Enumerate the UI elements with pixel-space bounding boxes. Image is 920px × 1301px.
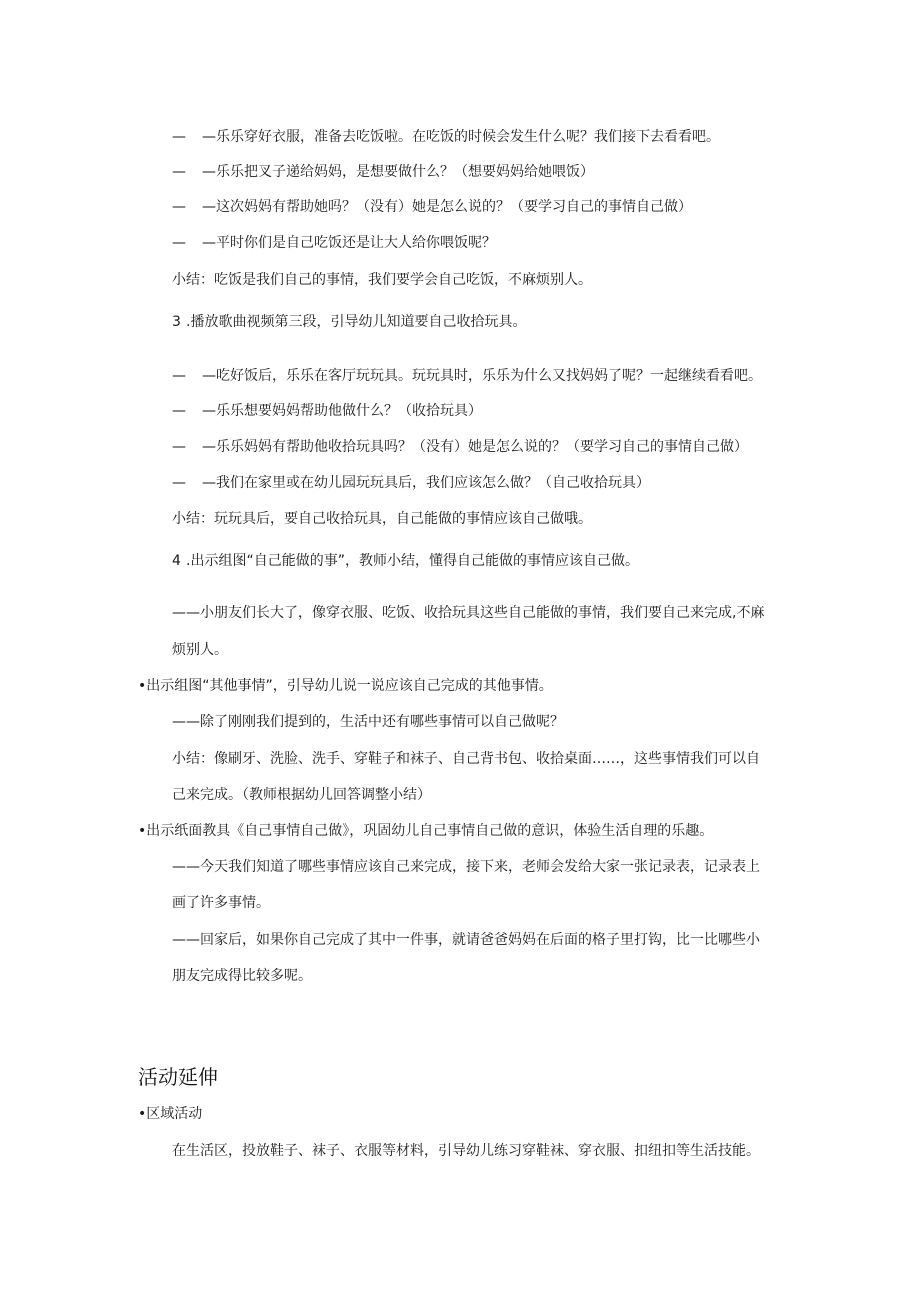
paragraph-line: 朋友完成得比较多呢。 [172, 968, 312, 984]
step-heading: 3 .播放歌曲视频第三段，引导幼儿知道要自己收拾玩具。 [172, 314, 527, 330]
paragraph-line: ——回家后，如果你自己完成了其中一件事，就请爸爸妈妈在后面的格子里打钩，比一比哪些小 [172, 932, 760, 948]
summary-text: 小结：吃饭是我们自己的事情，我们要学会自己吃饭，不麻烦别人。 [172, 272, 592, 288]
bullet-item: •区域活动 [138, 1106, 203, 1122]
dialogue-line: — —乐乐想要妈妈帮助他做什么？（收拾玩具） [172, 403, 482, 419]
bullet-item: •出示组图“其他事情”，引导幼儿说一说应该自己完成的其他事情。 [138, 678, 553, 694]
paragraph-line: 在生活区，投放鞋子、袜子、衣服等材料，引导幼儿练习穿鞋袜、穿衣服、扣纽扣等生活技能。 [172, 1143, 760, 1159]
dialogue-line: — —我们在家里或在幼儿园玩玩具后，我们应该怎么做？（自己收拾玩具） [172, 475, 650, 491]
paragraph-line: 画了许多事情。 [172, 895, 270, 911]
summary-text: 小结：玩玩具后，要自己收拾玩具，自己能做的事情应该自己做哦。 [172, 511, 592, 527]
dialogue-line: — —乐乐妈妈有帮助他收拾玩具吗？（没有）她是怎么说的？（要学习自己的事情自己做） [172, 439, 748, 455]
section-heading: 活动延伸 [138, 1065, 218, 1089]
dialogue-line: — —吃好饭后，乐乐在客厅玩玩具。玩玩具时，乐乐为什么又找妈妈了呢？一起继续看看吧。 [172, 368, 762, 384]
summary-text: 小结：像刷牙、洗脸、洗手、穿鞋子和袜子、自己背书包、收拾桌面……，这些事情我们可以自 [172, 751, 760, 767]
bullet-item: •出示纸面教具《自己事情自己做》，巩固幼儿自己事情自己做的意识，体验生活自理的乐趣。 [138, 823, 714, 839]
step-heading: 4 .出示组图“自己能做的事”，教师小结，懂得自己能做的事情应该自己做。 [172, 553, 639, 569]
paragraph-line: ——小朋友们长大了，像穿衣服、吃饭、收拾玩具这些自己能做的事情，我们要自己来完成,不麻 [172, 605, 765, 621]
dialogue-line: — —乐乐穿好衣服，准备去吃饭啦。在吃饭的时候会发生什么呢？我们接下去看看吧。 [172, 129, 720, 145]
paragraph-line: 烦别人。 [172, 642, 228, 658]
dialogue-line: — —平时你们是自己吃饭还是让大人给你喂饭呢？ [172, 235, 496, 251]
paragraph-line: ——今天我们知道了哪些事情应该自己来完成，接下来，老师会发给大家一张记录表，记录表上 [172, 859, 760, 875]
dialogue-line: — —这次妈妈有帮助她吗？（没有）她是怎么说的？（要学习自己的事情自己做） [172, 199, 692, 215]
dialogue-line: — —乐乐把叉子递给妈妈，是想要做什么？（想要妈妈给她喂饭） [172, 164, 594, 180]
summary-text: 己来完成。（教师根据幼儿回答调整小结） [172, 787, 431, 803]
paragraph-line: ——除了刚刚我们提到的，生活中还有哪些事情可以自己做呢？ [172, 714, 564, 730]
